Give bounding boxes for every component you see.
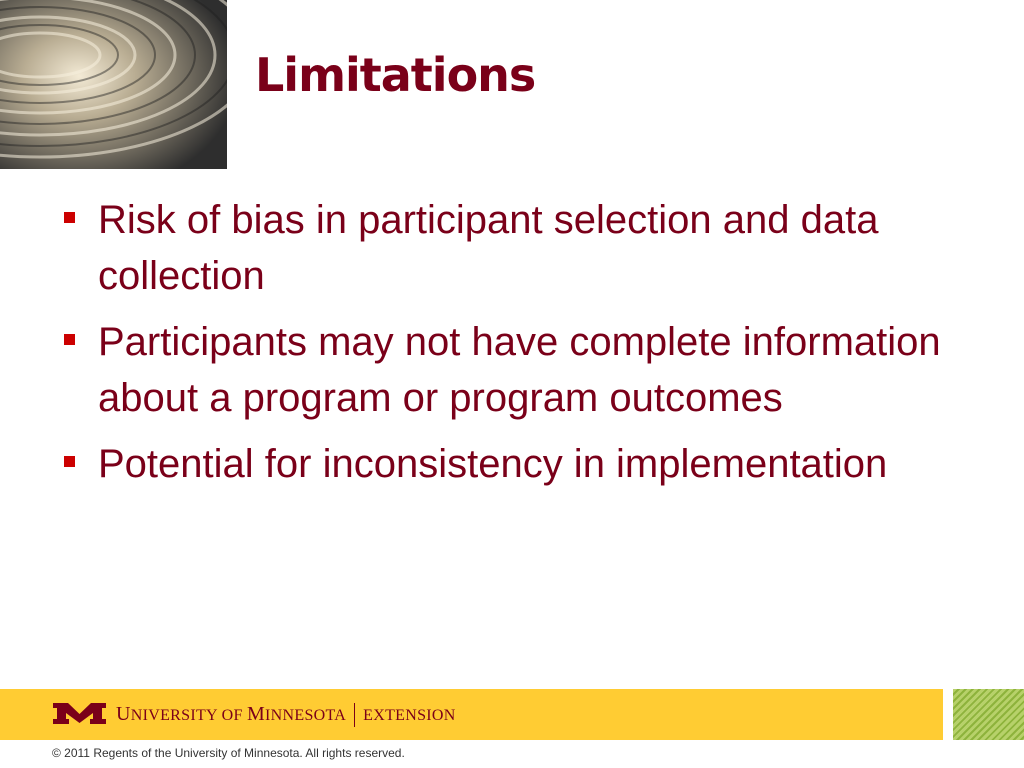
- org-name-initial-m: M: [246, 703, 266, 725]
- bullet-item: [60, 436, 960, 492]
- footer-divider: [354, 703, 355, 727]
- slide-title: Limitations: [255, 48, 536, 102]
- org-name-university-of: NIVERSITY OF: [130, 707, 247, 724]
- bullet-item: [60, 192, 960, 304]
- org-name-initial-u: U: [116, 703, 131, 725]
- org-division: EXTENSION: [363, 707, 456, 724]
- square-bullet-icon: [64, 212, 75, 223]
- bullet-text: Participants may not have complete information about a program or program outcomes: [98, 320, 941, 420]
- bullet-item: [60, 314, 960, 426]
- square-bullet-icon: [64, 456, 75, 467]
- water-ripple-photo: [0, 0, 227, 169]
- copyright-text: © 2011 Regents of the University of Minnesota. All rights reserved.: [52, 746, 405, 760]
- green-stripe-decor: [953, 689, 1024, 740]
- bullet-text: Risk of bias in participant selection and data collection: [98, 198, 879, 298]
- logo-m-shape: [53, 703, 106, 724]
- bullet-text: Potential for inconsistency in implementation: [98, 442, 888, 486]
- university-m-logo-icon: [53, 703, 106, 724]
- square-bullet-icon: [64, 334, 75, 345]
- footer-org-name: [116, 701, 456, 729]
- bullet-list: [60, 192, 960, 502]
- org-name-innesota: INNESOTA: [265, 707, 347, 724]
- footer-band: [0, 689, 943, 740]
